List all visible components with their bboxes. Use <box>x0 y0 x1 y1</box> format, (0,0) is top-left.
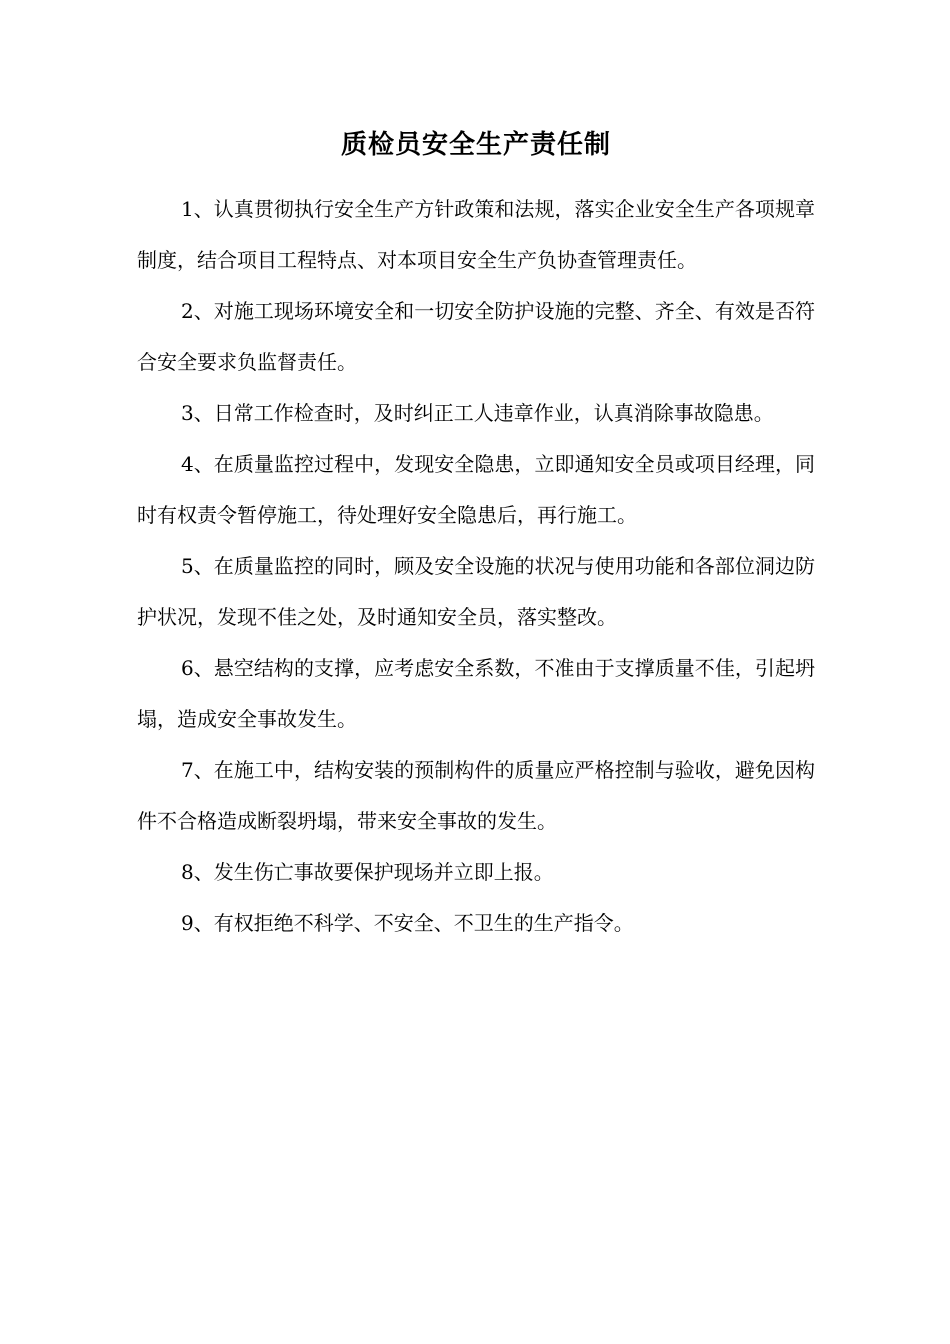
clause-6: 6、悬空结构的支撑，应考虑安全系数，不准由于支撑质量不佳，引起坍 塌，造成安全事故发生。 <box>137 656 822 731</box>
document-title: 质检员安全生产责任制 <box>340 130 611 160</box>
clause-8: 8、发生伤亡事故要保护现场并立即上报。 <box>181 860 554 884</box>
clause-3: 3、日常工作检查时，及时纠正工人违章作业，认真消除事故隐患。 <box>181 401 774 425</box>
clause-2: 2、对施工现场环境安全和一切安全防护设施的完整、齐全、有效是否符 合安全要求负监督责任。 <box>137 299 822 374</box>
clause-7: 7、在施工中，结构安装的预制构件的质量应严格控制与验收，避免因构 件不合格造成断裂坍塌，带来安全事故的发生。 <box>137 758 822 833</box>
clause-9: 9、有权拒绝不科学、不安全、不卫生的生产指令。 <box>181 911 634 935</box>
clause-5: 5、在质量监控的同时，顾及安全设施的状况与使用功能和各部位洞边防 护状况，发现不佳之处，及时通知安全员，落实整改。 <box>137 554 822 629</box>
document-body <box>137 184 822 949</box>
clause-4: 4、在质量监控过程中，发现安全隐患，立即通知安全员或项目经理，同 时有权责令暂停施工，待处理好安全隐患后，再行施工。 <box>137 452 822 527</box>
clause-1: 1、认真贯彻执行安全生产方针政策和法规，落实企业安全生产各项规章 制度，结合项目工程特点、对本项目安全生产负协查管理责任。 <box>137 197 822 272</box>
